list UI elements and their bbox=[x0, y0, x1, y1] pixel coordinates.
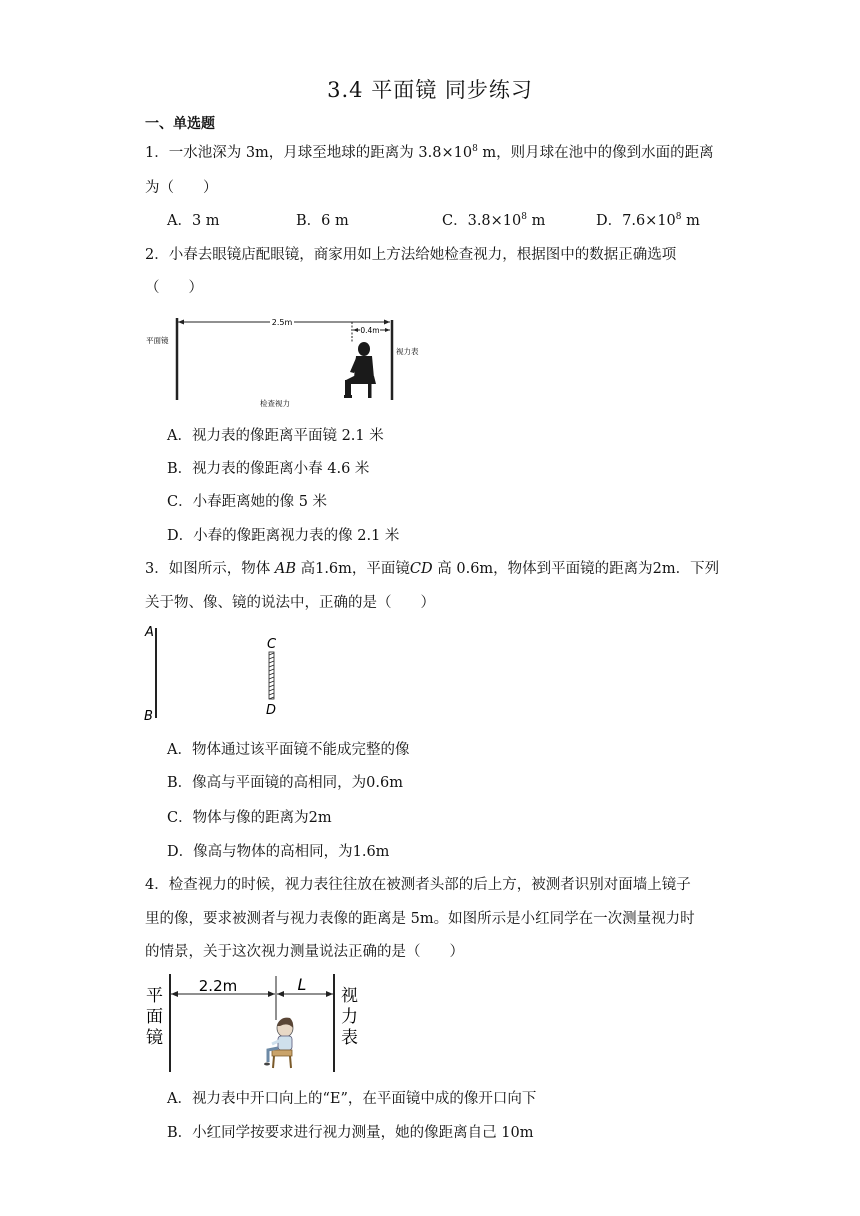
q4-eye-test-figure bbox=[140, 970, 370, 1076]
q2-dist-total-label: 2.5m bbox=[271, 318, 293, 327]
q4-stem-line1: 4．检查视力的时候，视力表往往放在被测者头部的后上方，被测者识别对面墙上镜子 bbox=[145, 877, 691, 893]
q3-label-a: A bbox=[145, 625, 154, 640]
q2-caption: 检查视力 bbox=[260, 399, 290, 408]
q3-label-c: C bbox=[267, 637, 277, 652]
q2-option-a: A．视力表的像距离平面镜 2.1 米 bbox=[167, 428, 384, 444]
q2-mirror-label: 平面镜 bbox=[146, 336, 169, 345]
q3-option-d: D．像高与物体的高相同，为1.6m bbox=[167, 844, 390, 860]
q2-eye-test-figure bbox=[140, 306, 420, 412]
q4-chart-label-3: 表 bbox=[341, 1028, 358, 1048]
q4-mirror-label-2: 面 bbox=[146, 1007, 163, 1027]
q3-object-mirror-figure bbox=[140, 620, 300, 724]
q3-stem-line1: 3．如图所示，物体 AB 高1.6m，平面镜CD 高 0.6m，物体到平面镜的距离为2m．下列 bbox=[145, 561, 720, 577]
q1-stem-line2: 为（ ） bbox=[145, 180, 218, 196]
q2-chart-label: 视力表 bbox=[396, 347, 419, 356]
q4-option-a: A．视力表中开口向上的“E”，在平面镜中成的像开口向下 bbox=[167, 1091, 537, 1107]
q1-option-a: A．3 m bbox=[167, 213, 220, 229]
q2-seated-girl-figure bbox=[344, 342, 376, 398]
q3-label-b: B bbox=[144, 709, 153, 724]
q1-stem-line1: 1．一水池深为 3m，月球至地球的距离为 $3.8\times 10^8$ m，则月球在池中的像到水面的距离 bbox=[145, 144, 714, 161]
q4-mirror-label-3: 镜 bbox=[146, 1028, 163, 1048]
q2-stem-line1: 2．小春去眼镜店配眼镜，商家用如上方法给她检查视力，根据图中的数据正确选项 bbox=[145, 247, 677, 263]
q2-option-c: C．小春距离她的像 5 米 bbox=[167, 494, 328, 510]
q4-seated-girl-figure bbox=[264, 1018, 293, 1068]
q2-option-b: B．视力表的像距离小春 4.6 米 bbox=[167, 461, 370, 477]
q3-stem-line2: 关于物、像、镜的说法中，正确的是（ ） bbox=[145, 595, 435, 611]
q4-stem-line3: 的情景，关于这次视力测量说法正确的是（ ） bbox=[145, 944, 464, 960]
q4-mirror-label-1: 平 bbox=[146, 986, 163, 1006]
q3-option-a: A．物体通过该平面镜不能成完整的像 bbox=[167, 742, 410, 758]
q4-dist-label: 2.2m bbox=[198, 977, 238, 995]
q3-label-d: D bbox=[266, 703, 277, 718]
q4-chart-label-1: 视 bbox=[341, 986, 358, 1006]
q1-option-c: C．$3.8\times 10^8$ m bbox=[442, 212, 546, 229]
q3-option-c: C．物体与像的距离为2m bbox=[167, 810, 332, 826]
q2-option-d: D．小春的像距离视力表的像 2.1 米 bbox=[167, 528, 400, 544]
q3-option-b: B．像高与平面镜的高相同，为0.6m bbox=[167, 775, 403, 791]
q4-stem-line2: 里的像，要求被测者与视力表像的距离是 5m。如图所示是小红同学在一次测量视力时 bbox=[145, 911, 695, 927]
q4-l-label: L bbox=[297, 975, 307, 994]
page-title: 3.4 平面镜 同步练习 bbox=[327, 78, 533, 102]
q2-stem-line2: （ ） bbox=[145, 280, 203, 296]
q4-chart-label-2: 力 bbox=[341, 1007, 358, 1027]
q1-option-b: B．6 m bbox=[296, 213, 349, 229]
q4-option-b: B．小红同学按要求进行视力测量，她的像距离自己 10m bbox=[167, 1125, 534, 1141]
q2-dist-small-label: 0.4m bbox=[360, 326, 380, 335]
section-heading: 一、单选题 bbox=[145, 116, 215, 132]
q1-option-d: D．$7.6\times 10^8$ m bbox=[596, 212, 700, 229]
